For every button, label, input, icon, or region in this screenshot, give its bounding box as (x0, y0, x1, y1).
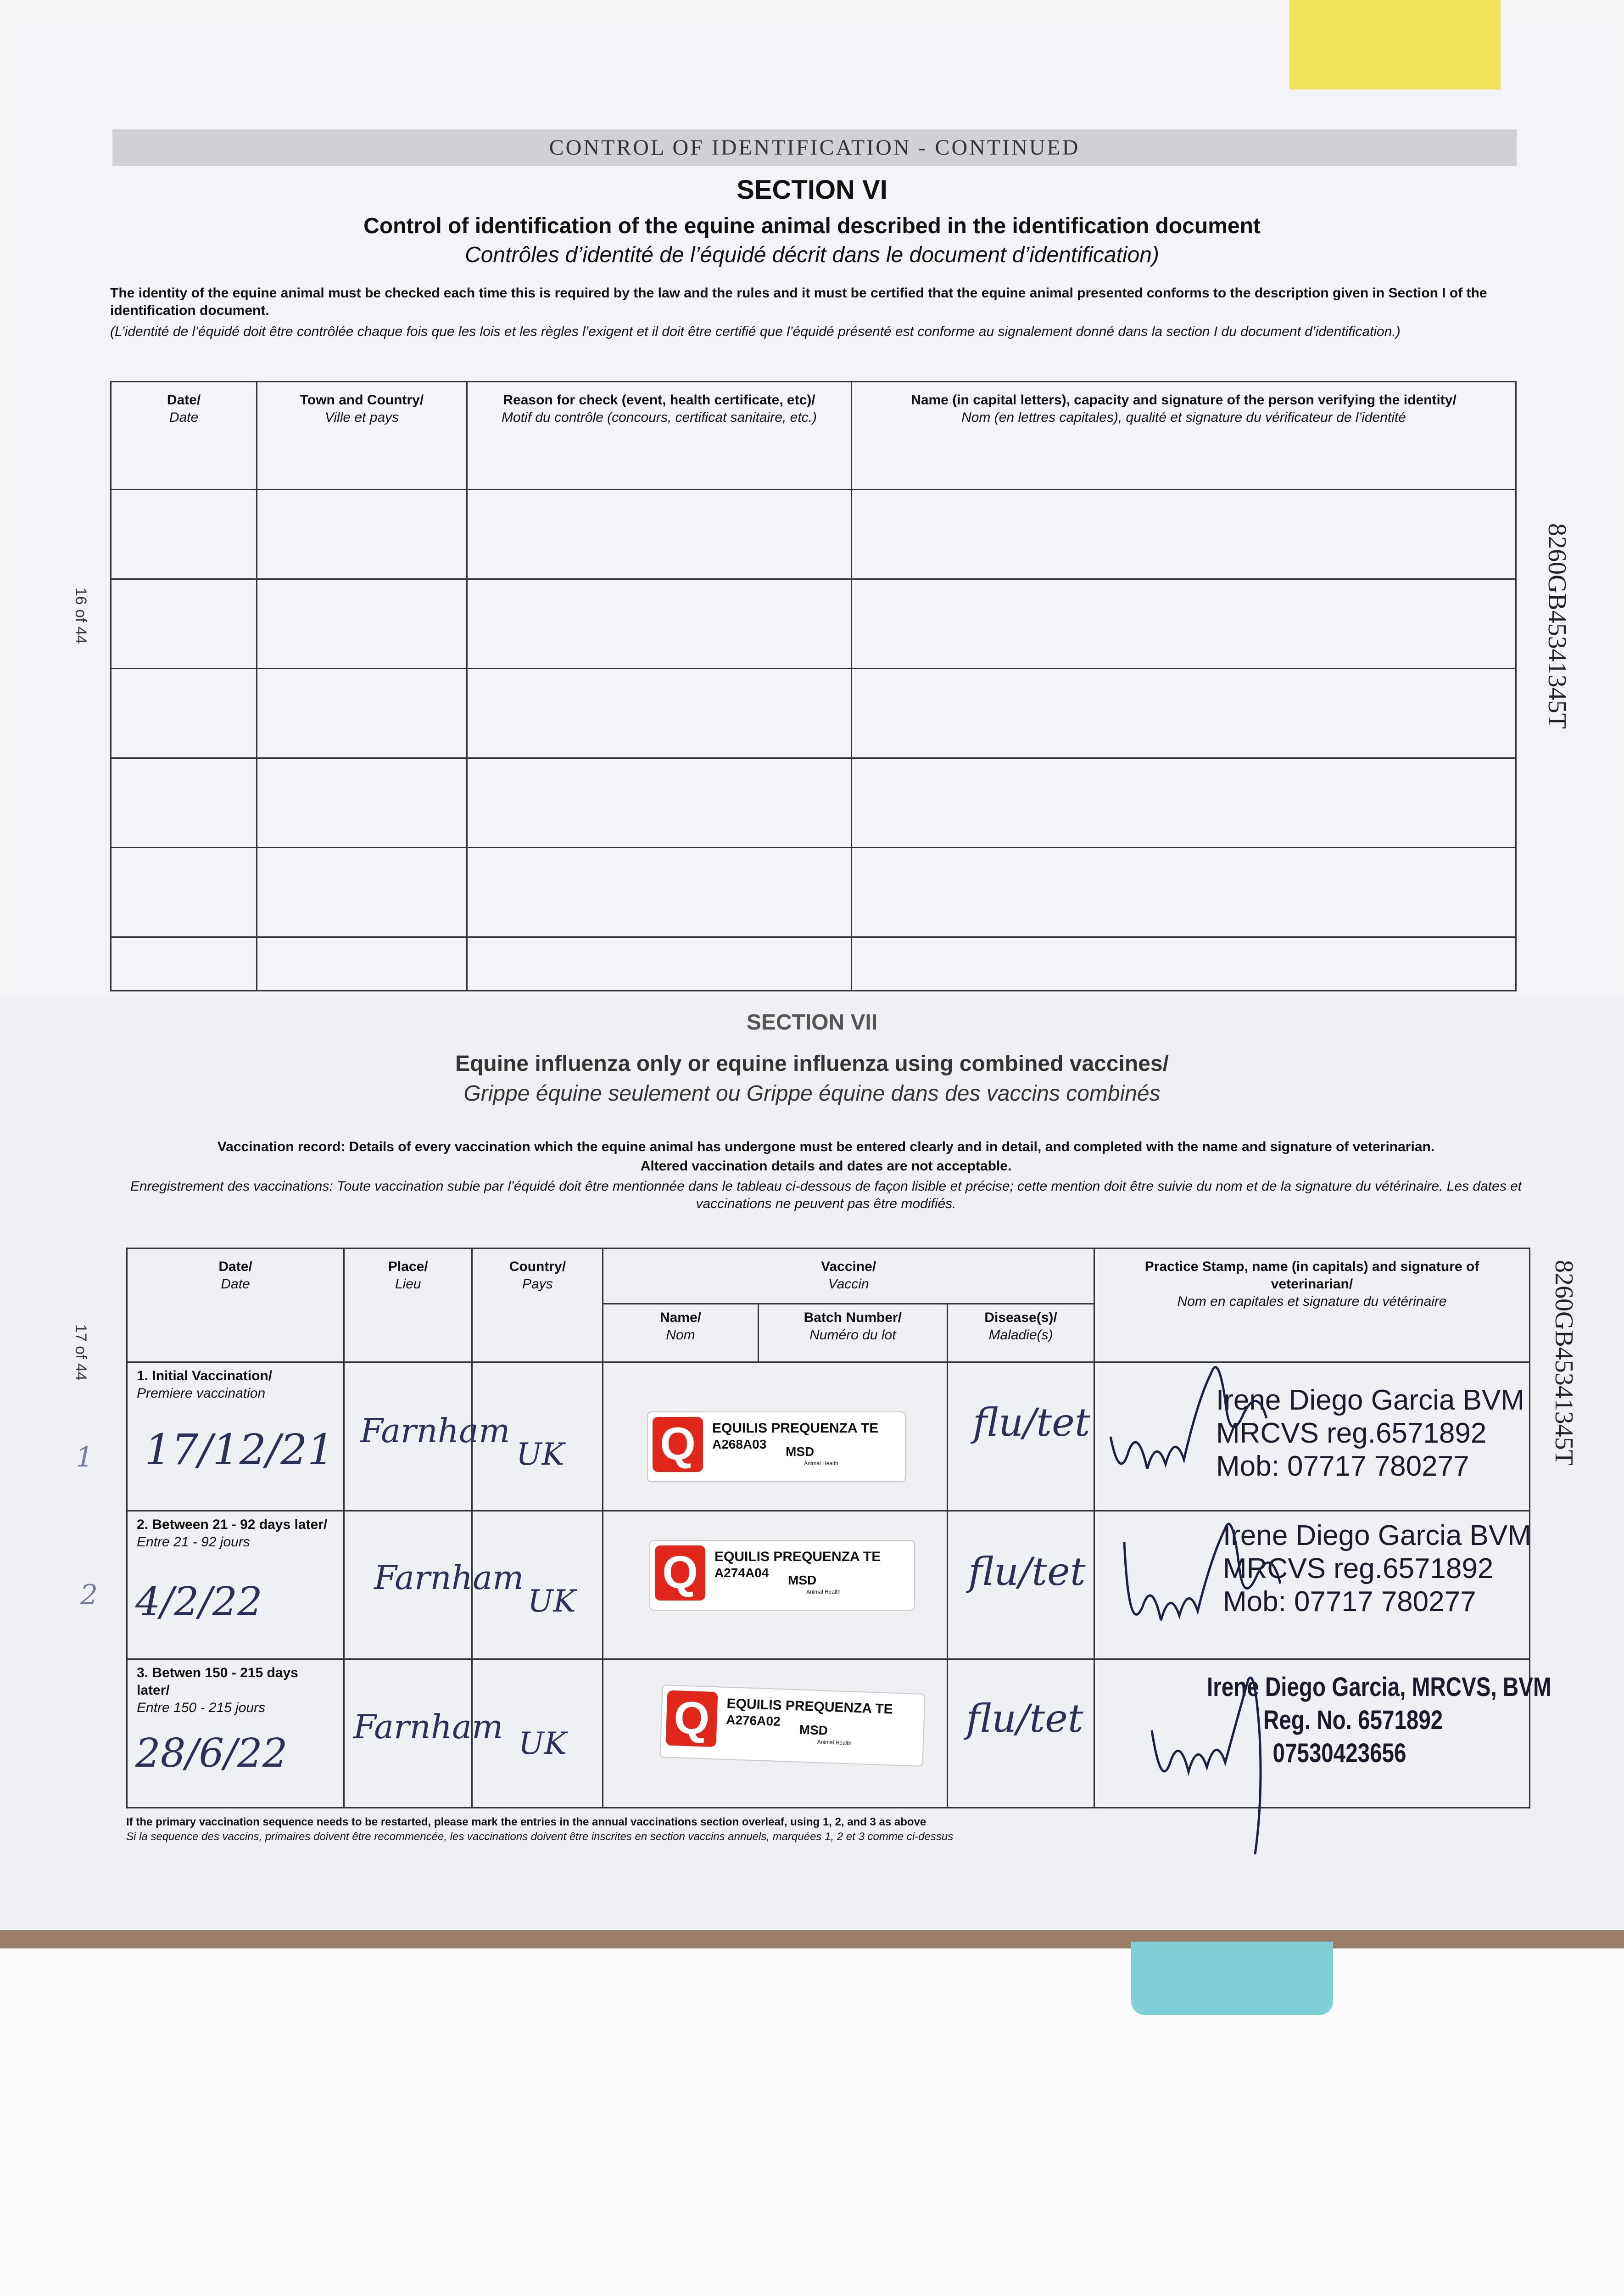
sticker-product: EQUILIS PREQUENZA TE (714, 1549, 881, 1564)
col-town-country: Town and Country/ Ville et pays (257, 382, 467, 490)
vet-signature-2 (1115, 1501, 1308, 1657)
section-vi-subtitle-en: Control of identification of the equine animal described in the identification document (363, 214, 1261, 238)
section-vi-intro-en: The identity of the equine animal must be checked each time this is required by the law and the rules and it must be certified that the equine animal presented conforms to the description given in Section I of the identification document. (110, 285, 1487, 318)
col-reason: Reason for check (event, health certificate, etc)/ Motif du contrôle (concours, certificat sanitaire, etc.) (467, 382, 852, 490)
table-cell (111, 848, 257, 937)
q-logo-icon: Q (665, 1690, 718, 1747)
practice-stamp-1: Irene Diego Garcia BVM MRCVS reg.6571892 Mob: 07717 780277 (1216, 1384, 1524, 1482)
practice-stamp-3: Irene Diego Garcia, MRCVS, BVM Reg. No. 6571892 07530423656 (1207, 1672, 1551, 1768)
section-vi-intro-fr: (L’identité de l’équidé doit être contrôlée chaque fois que les lois et les règles l’exigent et il doit être certifié que l’équidé présenté est conforme au signalement donné dans la section I du document d’identification.) (110, 324, 1401, 339)
handwritten-date-3: 28/6/22 (135, 1730, 288, 1776)
section-vii-intro-en-2: Altered vaccination details and dates are not acceptable. (640, 1159, 1012, 1174)
book-spine (0, 1930, 1624, 1948)
margin-mark-2: 2 (80, 1579, 98, 1611)
table-cell (467, 669, 852, 758)
vaccine-sticker-2 (649, 1540, 915, 1611)
table-cell (852, 490, 1516, 579)
footnote-fr: Si la sequence des vaccins, primaires doivent être recommencée, les vaccinations doivent être inscrites en section vaccins annuels, marquées 1, 2 et 3 comme ci-dessus (126, 1830, 954, 1843)
sticker-batch: A276A02 (725, 1712, 781, 1729)
page-number-17: 17 of 44 (72, 1324, 89, 1381)
handwritten-place-2: Farnham (374, 1558, 524, 1597)
id-number-bottom: 8260GB45341345T (1550, 1260, 1578, 1466)
col-batch-number: Batch Number/ Numéro du lot (758, 1304, 947, 1362)
table-cell (257, 937, 467, 991)
row-label: 3. Betwen 150 - 215 days later/ Entre 150 - 215 jours (127, 1659, 344, 1808)
section-vii-subtitle-fr: Grippe équine seulement ou Grippe équine dans des vaccins combinés (463, 1081, 1161, 1106)
col-disease: Disease(s)/ Maladie(s) (948, 1304, 1094, 1362)
banner: CONTROL OF IDENTIFICATION - CONTINUED (112, 129, 1517, 166)
section-vii-subtitle-en: Equine influenza only or equine influenza using combined vaccines/ (455, 1052, 1169, 1076)
table-cell (257, 758, 467, 848)
handwritten-date-1: 17/12/21 (145, 1425, 335, 1474)
margin-mark-1: 1 (76, 1441, 94, 1473)
footnote-en: If the primary vaccination sequence needs to be restarted, please mark the entries in the annual vaccinations section overleaf, using 1, 2, and 3 as above (126, 1816, 926, 1828)
msd-subtitle: Animal Health (817, 1738, 852, 1746)
vaccine-sticker-3 (659, 1685, 925, 1767)
table-cell (111, 490, 257, 579)
table-cell (852, 848, 1516, 937)
sticker-batch: A274A04 (714, 1566, 769, 1580)
col-verifier-name: Name (in capital letters), capacity and signature of the person verifying the identity/ Nom (en lettres capitales), qualité et signature du vérificateur de l’identité (852, 382, 1516, 490)
msd-subtitle: Animal Health (806, 1589, 841, 1595)
handwritten-date-2: 4/2/22 (135, 1579, 262, 1625)
sticker-product: EQUILIS PREQUENZA TE (726, 1696, 893, 1717)
row-label: 1. Initial Vaccination/ Premiere vaccination (127, 1362, 344, 1511)
page-number-16: 16 of 44 (72, 588, 89, 644)
handwritten-place-3: Farnham (353, 1707, 503, 1746)
section-vii-intro-fr: Enregistrement des vaccinations: Toute vaccination subie par l’équidé doit être mentionnée dans le tableau ci-dessous de façon lisible et précise; cette mention doit être suivie du nom et de la signature du vétérinaire. Les dates et vaccinations ne peuvent pas être modifiés. (130, 1179, 1522, 1211)
handwritten-disease-1: flu/tet (973, 1400, 1090, 1445)
handwritten-country-3: UK (519, 1726, 567, 1761)
table-cell (852, 937, 1516, 991)
handwritten-country-2: UK (528, 1584, 576, 1619)
table-cell (852, 669, 1516, 758)
section-vi-title: SECTION VI (737, 175, 887, 205)
table-cell (257, 669, 467, 758)
col-vaccine-name: Name/ Nom (603, 1304, 758, 1362)
msd-logo: MSD (786, 1444, 815, 1459)
table-cell (467, 848, 852, 937)
q-logo-icon: Q (653, 1417, 703, 1472)
table-cell (467, 758, 852, 848)
col-vaccine: Vaccine/ Vaccin (603, 1248, 1094, 1304)
handwritten-disease-3: flu/tet (966, 1696, 1083, 1741)
blue-tab-marker (1131, 1942, 1333, 2015)
table-cell (257, 848, 467, 937)
table-cell (467, 937, 852, 991)
col-date: Date/ Date (111, 382, 257, 490)
practice-stamp-2: Irene Diego Garcia BVM MRCVS reg.6571892 Mob: 07717 780277 (1223, 1520, 1531, 1618)
col-date: Date/ Date (127, 1248, 344, 1362)
table-cell (111, 758, 257, 848)
table-cell (467, 579, 852, 669)
handwritten-place-1: Farnham (360, 1411, 510, 1450)
vaccine-sticker-1 (647, 1411, 906, 1482)
vet-signature-1 (1106, 1345, 1299, 1496)
handwritten-disease-2: flu/tet (968, 1549, 1086, 1594)
section-vii-title: SECTION VII (746, 1010, 878, 1035)
msd-logo: MSD (788, 1573, 817, 1587)
table-cell (257, 579, 467, 669)
msd-logo: MSD (799, 1722, 828, 1738)
table-cell (467, 490, 852, 579)
yellow-tab-marker (1289, 0, 1501, 90)
table-cell (852, 758, 1516, 848)
col-place: Place/ Lieu (344, 1248, 472, 1362)
q-logo-icon: Q (655, 1545, 705, 1601)
table-cell (111, 669, 257, 758)
row-label: 2. Between 21 - 92 days later/ Entre 21 - 92 jours (127, 1511, 344, 1659)
section-vi-subtitle-fr: Contrôles d’identité de l’équidé décrit dans le document d’identification) (465, 243, 1159, 267)
sticker-batch: A268A03 (712, 1437, 767, 1451)
col-practice-stamp: Practice Stamp, name (in capitals) and signature of veterinarian/ Nom en capitales et signature du vétérinaire (1094, 1248, 1529, 1362)
col-country: Country/ Pays (472, 1248, 603, 1362)
background-surface (0, 1948, 1624, 2295)
section-vii-intro-en-1: Vaccination record: Details of every vaccination which the equine animal has undergone must be entered clearly and in detail, and completed with the name and signature of veterinarian. (217, 1139, 1435, 1154)
table-cell (111, 937, 257, 991)
sticker-product: EQUILIS PREQUENZA TE (712, 1421, 879, 1436)
table-cell (852, 579, 1516, 669)
table-cell (257, 490, 467, 579)
handwritten-country-1: UK (516, 1437, 564, 1472)
identification-check-table (110, 381, 1517, 991)
msd-subtitle: Animal Health (804, 1460, 838, 1467)
id-number-top: 8260GB45341345T (1543, 523, 1571, 729)
table-cell (111, 579, 257, 669)
